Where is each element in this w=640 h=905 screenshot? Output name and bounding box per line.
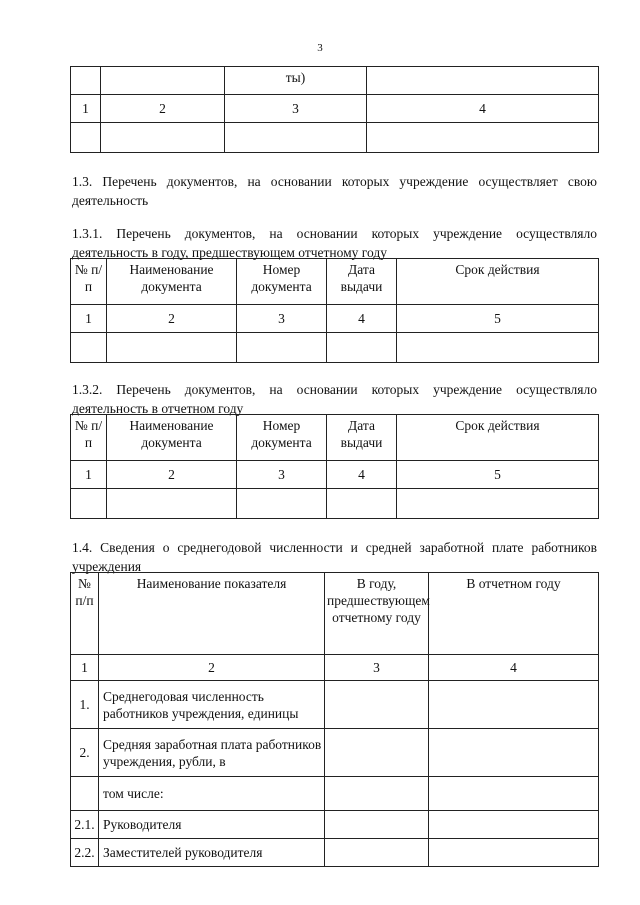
header-cell: Срок действия	[397, 259, 599, 305]
section-1-4-heading: 1.4. Сведения о среднегодовой численности и средней заработной плате работников учреждения	[72, 540, 597, 574]
column-number: 2	[99, 655, 325, 681]
row-number: 2.	[71, 729, 99, 777]
header-cell: № п/п	[71, 415, 107, 461]
table-header-row	[71, 259, 599, 305]
table-row	[71, 839, 599, 867]
indicator-name: Средняя заработная плата работников учреждения, рубли, в	[99, 729, 325, 777]
table-row	[71, 95, 599, 123]
column-number: 1	[71, 461, 107, 489]
table-row	[71, 123, 599, 153]
column-number: 4	[327, 461, 397, 489]
section-1-3-2-heading: 1.3.2. Перечень документов, на основании которых учреждение осуществляло деятельность в отчетном году	[72, 382, 597, 416]
table-row	[71, 729, 599, 777]
column-number: 2	[101, 95, 225, 123]
column-number: 2	[107, 305, 237, 333]
table-docs-previous-year	[70, 258, 599, 363]
table-row	[71, 67, 599, 95]
table-row	[71, 777, 599, 811]
section-1-3-heading: 1.3. Перечень документов, на основании которых учреждение осуществляет свою деятельность	[72, 174, 597, 208]
table-row	[71, 655, 599, 681]
table-staff-salary	[70, 572, 599, 867]
section-1-3-1-heading: 1.3.1. Перечень документов, на основании которых учреждение осуществляло деятельность в году, предшествующем отчетному году	[72, 226, 597, 260]
page-number: 3	[317, 42, 323, 54]
table-row	[71, 681, 599, 729]
table-row	[71, 461, 599, 489]
header-cell: Наименование показателя	[99, 573, 325, 655]
header-cell: Наименование документа	[107, 259, 237, 305]
column-number: 1	[71, 95, 101, 123]
indicator-name: Заместителей руководителя	[99, 839, 325, 867]
column-number: 4	[429, 655, 599, 681]
header-cell: Номер документа	[237, 259, 327, 305]
table-row	[71, 333, 599, 363]
table-docs-current-year	[70, 414, 599, 519]
column-number: 1	[71, 655, 99, 681]
indicator-name: том числе:	[99, 777, 325, 811]
header-cell: № п/п	[71, 573, 99, 655]
table-header-row	[71, 573, 599, 655]
table-row	[71, 811, 599, 839]
header-cell: В году, предшествующем отчетному году	[325, 573, 429, 655]
table-row	[71, 489, 599, 519]
column-number: 3	[237, 461, 327, 489]
indicator-name: Среднегодовая численность работников учреждения, единицы	[99, 681, 325, 729]
header-cell: Срок действия	[397, 415, 599, 461]
column-number: 1	[71, 305, 107, 333]
column-number: 5	[397, 305, 599, 333]
row-number: 2.2.	[71, 839, 99, 867]
header-cell: Дата выдачи	[327, 415, 397, 461]
column-number: 2	[107, 461, 237, 489]
header-cell: В отчетном году	[429, 573, 599, 655]
column-number: 3	[325, 655, 429, 681]
column-number: 3	[225, 95, 367, 123]
table-header-row	[71, 415, 599, 461]
header-cell: Номер документа	[237, 415, 327, 461]
column-number: 3	[237, 305, 327, 333]
header-cell: № п/п	[71, 259, 107, 305]
table-row	[71, 305, 599, 333]
header-cell: Наименование документа	[107, 415, 237, 461]
row-number: 1.	[71, 681, 99, 729]
row-number: 2.1.	[71, 811, 99, 839]
column-number: 4	[327, 305, 397, 333]
header-fragment: ты)	[225, 67, 367, 95]
indicator-name: Руководителя	[99, 811, 325, 839]
column-number: 4	[367, 95, 599, 123]
table-continuation	[70, 66, 599, 153]
row-number	[71, 777, 99, 811]
header-cell: Дата выдачи	[327, 259, 397, 305]
column-number: 5	[397, 461, 599, 489]
